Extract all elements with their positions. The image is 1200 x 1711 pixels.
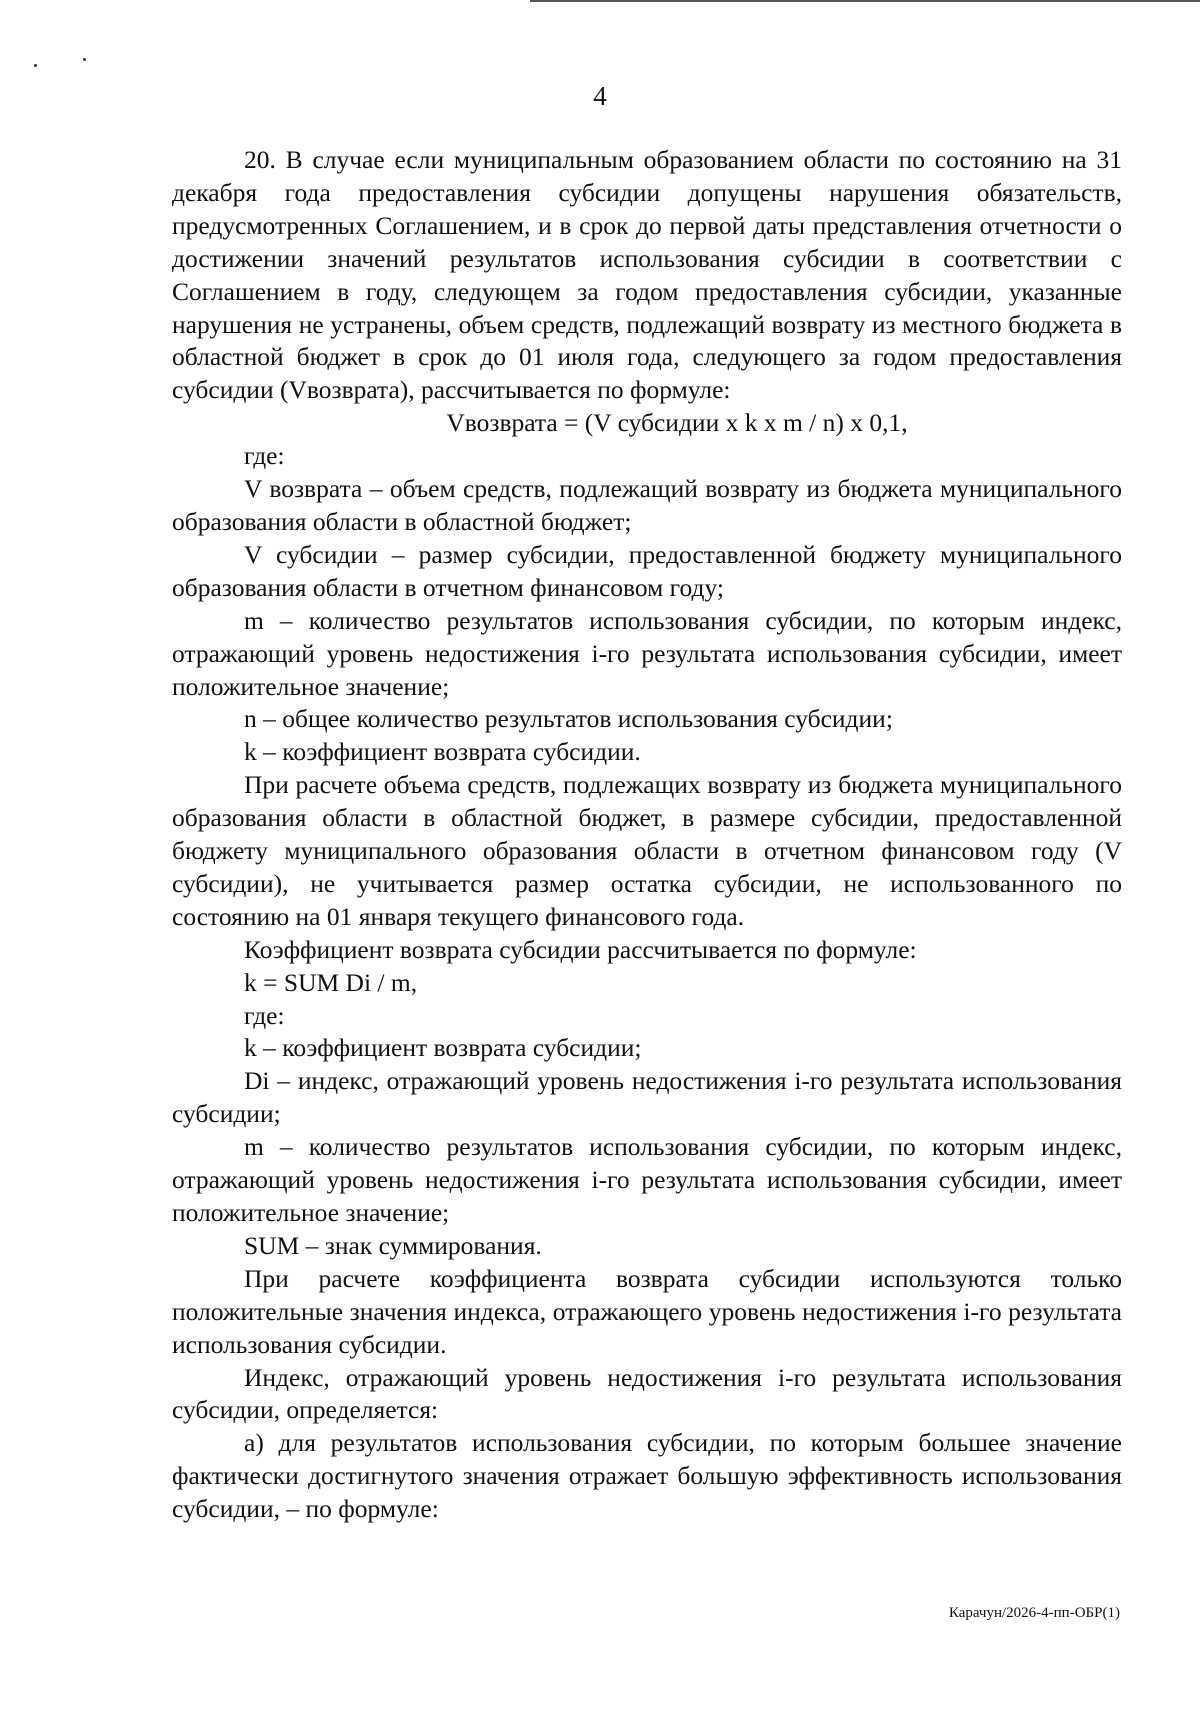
paragraph-item-a: а) для результатов использования субсидии, по которым большее значение фактически достигнутого значения отражает большую эффективность использования субсидии, – по формуле:	[172, 1428, 1122, 1524]
definition-k: k – коэффициент возврата субсидии.	[244, 737, 641, 767]
paragraph-where: где:	[244, 441, 285, 471]
definition-v-subsidy: V субсидии – размер субсидии, предоставленной бюджету муниципального образования области в отчетном финансовом году;	[172, 539, 1122, 602]
page-number: 4	[593, 81, 607, 111]
definition-v-return: V возврата – объем средств, подлежащий возврату из бюджета муниципального образования области в областной бюджет;	[172, 474, 1122, 536]
definition-di: Di – индекс, отражающий уровень недостижения i-го результата использования субсидии;	[172, 1066, 1122, 1129]
paragraph-index-defined: Индекс, отражающий уровень недостижения i-го результата использования субсидии, определяется:	[172, 1362, 1122, 1425]
paragraph-20: 20. В случае если муниципальным образованием области по состоянию на 31 декабря года предоставления субсидии допущены нарушения обязательств, предусмотренных Соглашением, и в срок до первой даты представления отчетности о достижении значений результатов использования субсидии в соответствии с Соглашением в году, следующем за годом предоставления субсидии, указанные нарушения не устранены, объем средств, подлежащий возврату из местного бюджета в областной бюджет в срок до 01 июля года, следующего за годом предоставления субсидии (Vвозврата), рассчитывается по формуле:	[172, 145, 1122, 405]
definition-sum: SUM – знак суммирования.	[244, 1230, 542, 1260]
definition-m: m – количество результатов использования субсидии, по которым индекс, отражающий уровень недостижения i-го результата использования субсидии, имеет положительное значение;	[172, 605, 1122, 701]
scan-speck	[83, 58, 86, 61]
definition-n: n – общее количество результатов использования субсидии;	[244, 704, 893, 734]
document-footer-code: Карачун/2026-4-пп-ОБР(1)	[948, 1605, 1120, 1621]
scan-speck	[34, 64, 37, 67]
paragraph-coefficient-intro: Коэффициент возврата субсидии рассчитывается по формуле:	[244, 934, 917, 964]
formula-k: k = SUM Di / m,	[244, 967, 418, 997]
document-body	[172, 144, 1122, 1526]
definition-k-2: k – коэффициент возврата субсидии;	[244, 1033, 642, 1063]
paragraph-calculation-note: При расчете объема средств, подлежащих возврату из бюджета муниципального образования области в областной бюджет, в размере субсидии, предоставленной бюджету муниципального образования области в отчетном финансовом году (V субсидии), не учитывается размер остатка субсидии, не использованного по состоянию на 01 января текущего финансового года.	[172, 770, 1122, 931]
definition-m-2: m – количество результатов использования субсидии, по которым индекс, отражающий уровень недостижения i-го результата использования субсидии, имеет положительное значение;	[172, 1132, 1122, 1227]
top-scan-rule	[530, 0, 1200, 2]
formula-v-return: Vвозврата = (V субсидии x k x m / n) x 0,1,	[446, 408, 908, 438]
paragraph-where-2: где:	[244, 1000, 285, 1030]
paragraph-positive-values: При расчете коэффициента возврата субсидии используются только положительные значения индекса, отражающего уровень недостижения i-го результата использования субсидии.	[172, 1263, 1122, 1359]
